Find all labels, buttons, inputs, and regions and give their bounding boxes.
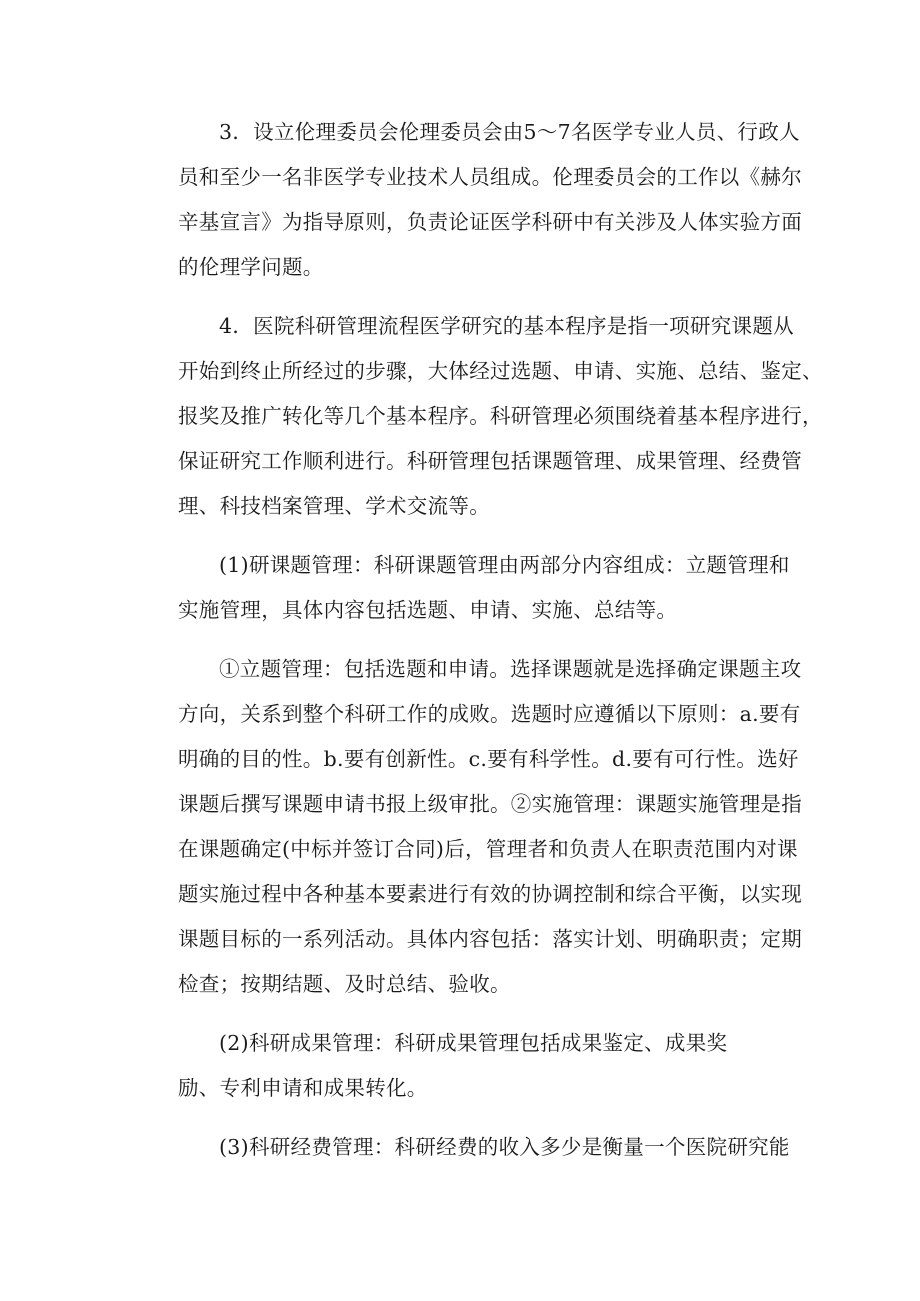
text-line: 实施管理，具体内容包括选题、申请、实施、总结等。 — [178, 598, 678, 622]
paragraph-topic-establishment — [137, 647, 802, 1007]
text-line: 方向，关系到整个科研工作的成败。选题时应遵循以下原则：a.要有 — [178, 702, 801, 726]
text-line: 员和至少一名非医学专业技术人员组成。伦理委员会的工作以《赫尔 — [178, 165, 802, 189]
text-line: 理、科技档案管理、学术交流等。 — [178, 494, 490, 518]
text-line: 励、专利申请和成果转化。 — [178, 1076, 428, 1100]
text-line: 课题目标的一系列活动。具体内容包括：落实计划、明确职责；定期 — [178, 927, 802, 951]
text-line: (2)科研成果管理：科研成果管理包括成果鉴定、成果奖 — [219, 1031, 728, 1055]
text-line: 明确的目的性。b.要有创新性。c.要有科学性。d.要有可行性。选好 — [178, 747, 799, 771]
paragraph-topic-management — [137, 543, 797, 633]
text-line: 3．设立伦理委员会伦理委员会由5～7名医学专业人员、行政人 — [219, 120, 800, 144]
text-line: 开始到终止所经过的步骤，大体经过选题、申请、实施、总结、鉴定、 — [178, 359, 823, 383]
text-line: 题实施过程中各种基本要素进行有效的协调控制和综合平衡，以实现 — [178, 882, 802, 906]
text-line: 辛基宣言》为指导原则，负责论证医学科研中有关涉及人体实验方面 — [178, 210, 802, 234]
text-line: 课题后撰写课题申请书报上级审批。②实施管理：课题实施管理是指 — [178, 792, 802, 816]
text-line: 4．医院科研管理流程医学研究的基本程序是指一项研究课题从 — [219, 314, 794, 338]
text-line: 保证研究工作顺利进行。科研管理包括课题管理、成果管理、经费管 — [178, 449, 802, 473]
document-body — [137, 110, 823, 1184]
paragraph-research-process — [137, 304, 823, 529]
paragraph-funding-management — [137, 1125, 797, 1170]
text-line: (3)科研经费管理：科研经费的收入多少是衡量一个医院研究能 — [219, 1135, 790, 1159]
text-line: 在课题确定(中标并签订合同)后，管理者和负责人在职责范围内对课 — [178, 837, 798, 861]
text-line: 报奖及推广转化等几个基本程序。科研管理必须围绕着基本程序进行， — [178, 404, 823, 428]
paragraph-ethics-committee — [137, 110, 802, 290]
paragraph-achievement-management — [137, 1021, 797, 1111]
text-line: ①立题管理：包括选题和申请。选择课题就是选择确定课题主攻 — [219, 657, 802, 681]
text-line: 的伦理学问题。 — [178, 255, 324, 279]
text-line: 检查；按期结题、及时总结、验收。 — [178, 972, 511, 996]
text-line: (1)研课题管理：科研课题管理由两部分内容组成：立题管理和 — [219, 553, 790, 577]
